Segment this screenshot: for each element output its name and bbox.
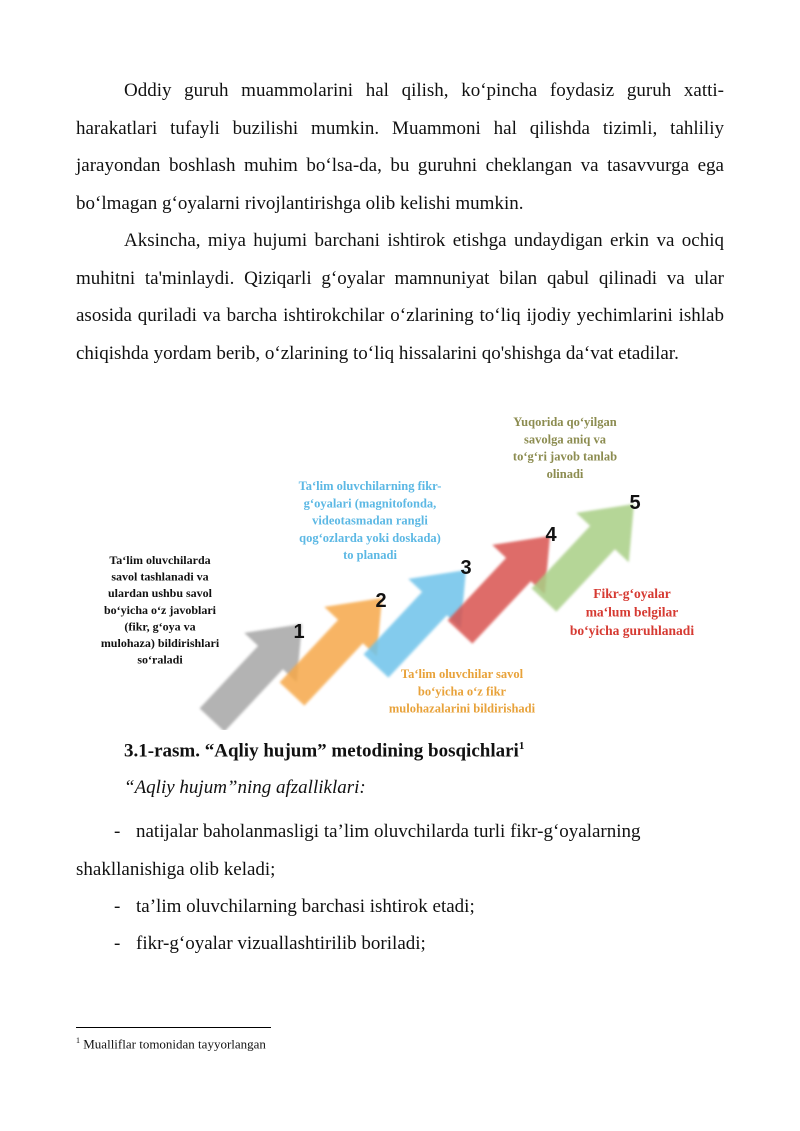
- brainstorm-steps-figure: [80, 412, 720, 730]
- list-item: [76, 925, 724, 963]
- step-1-label-line: savol tashlanadi va: [111, 569, 209, 584]
- step-5-label-line: Yuqorida qoʻyilgan: [513, 415, 617, 429]
- step-3-label-line: gʻoyalari (magnitofonda,: [303, 496, 437, 511]
- step-4-label: [570, 586, 694, 638]
- step-1-label-line: Taʻlim oluvchilarda: [109, 553, 211, 567]
- list-item: [76, 888, 724, 926]
- step-3-label: [299, 479, 442, 562]
- advantages-heading: “Aqliy hujum”ning afzalliklari:: [124, 777, 366, 798]
- list-dash: -: [114, 821, 121, 842]
- step-1-number: 1: [293, 621, 305, 643]
- list-dash: -: [114, 896, 121, 917]
- step-4-label-line: maʻlum belgilar: [585, 604, 679, 620]
- footnote-mark: 1: [76, 1036, 80, 1045]
- step-1-label-line: mulohaza) bildirishlari: [100, 636, 220, 650]
- paragraph-1: Oddiy guruh muammolarini hal qilish, koʻpincha foydasiz guruh xatti-harakatlari tufayli buzilishi mumkin. Muammoni hal qilishda tizimli, tahliliy jarayondan boshlash muhim boʻlsa-da, bu guruhni cheklangan va tasavvurga ega boʻlmagan gʻoyalarni rivojlantirishga olib kelishi mumkin.: [76, 80, 724, 214]
- step-4-label-line: boʻyicha guruhlanadi: [569, 623, 695, 639]
- list-item-text: fikr-gʻoyalar vizuallashtirilib boriladi;: [136, 933, 426, 954]
- step-2-label: [389, 667, 536, 716]
- step-1-label-line: (fikr, gʻoya va: [124, 619, 196, 634]
- step-1-label-line: boʻyicha oʻz javoblari: [104, 602, 216, 617]
- step-5-label-line: olinadi: [546, 466, 584, 481]
- list-dash: -: [114, 933, 121, 954]
- figure-caption-text: 3.1-rasm. “Aqliy hujum” metodining bosqichlari: [124, 740, 519, 762]
- list-item: [76, 813, 724, 888]
- step-5-label-line: savolga aniq va: [524, 432, 606, 447]
- caption-footnote-mark: 1: [518, 740, 525, 752]
- paragraph-2: Aksincha, miya hujumi barchani ishtirok etishga undaydigan erkin va ochiq muhitni ta'minlaydi. Qiziqarli gʻoyalar mamnuniyat bilan qabul qilinadi va ular asosida quriladi va barcha ishtirokchilar oʻzlarining toʻliq ijodiy yechimlarini ishlab chiqishda yordam berib, oʻzlarining toʻliq hissalarini qo'shishga daʻvat etadilar.: [76, 230, 724, 364]
- step-4-label-line: Fikr-gʻoyalar: [593, 586, 671, 601]
- list-item-text: natijalar baholanmasligi taʼlim oluvchilarda turli fikr-gʻoyalarning shakllanishiga olib keladi;: [76, 821, 641, 880]
- footnote-divider: [76, 1027, 271, 1028]
- step-2-number: 2: [375, 590, 387, 612]
- list-item-text: taʼlim oluvchilarning barchasi ishtirok etadi;: [136, 896, 475, 917]
- step-5-label: [513, 415, 617, 481]
- step-5-label-line: toʻgʻri javob tanlab: [512, 449, 618, 464]
- footnote: [76, 1036, 266, 1052]
- step-3-number: 3: [460, 557, 472, 579]
- step-1-label-line: soʻraladi: [137, 652, 183, 667]
- step-5-number: 5: [629, 492, 641, 514]
- step-2-label-line: mulohazalarini bildirishadi: [388, 701, 536, 716]
- step-3-label-line: to planadi: [343, 548, 397, 563]
- step-2-label-line: boʻyicha oʻz fikr: [417, 684, 507, 699]
- step-3-label-line: qogʻozlarda yoki doskada): [299, 530, 441, 545]
- step-3-label-line: Taʻlim oluvchilarning fikr-: [298, 479, 442, 493]
- footnote-text: Mualliflar tomonidan tayyorlangan: [83, 1036, 266, 1052]
- step-4-number: 4: [545, 524, 557, 546]
- figure-caption: [124, 740, 524, 762]
- step-1-label: [101, 553, 220, 667]
- step-1-label-line: ulardan ushbu savol: [107, 586, 213, 601]
- step-2-label-line: Taʻlim oluvchilar savol: [400, 667, 524, 681]
- step-3-label-line: videotasmadan rangli: [312, 513, 428, 528]
